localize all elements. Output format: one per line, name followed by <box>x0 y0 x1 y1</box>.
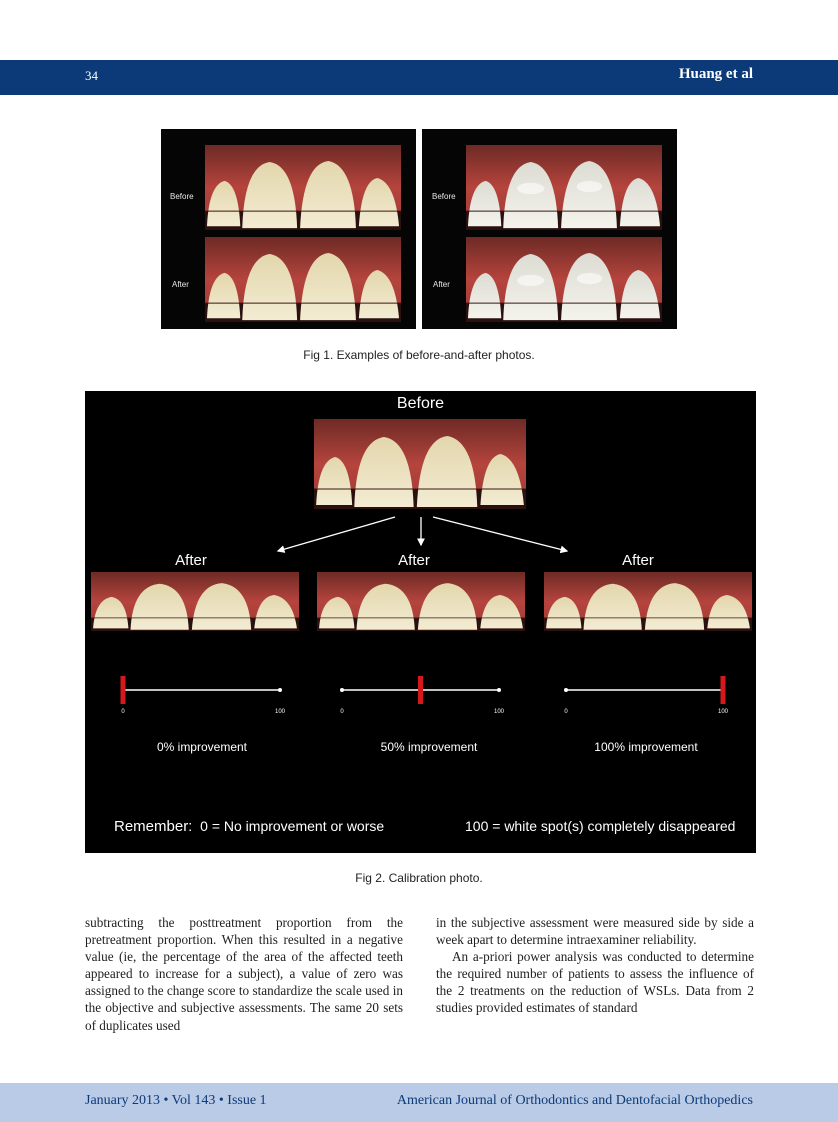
figure-2-caption: Fig 2. Calibration photo. <box>355 871 483 885</box>
scale-min-label: 0 <box>121 709 125 715</box>
page-number: 34 <box>85 68 98 83</box>
improvement-label-0: 0% improvement <box>156 740 248 754</box>
scale-max-label: 100 <box>717 709 729 715</box>
scale-max-label: 100 <box>274 709 286 715</box>
before-title: Before <box>396 395 445 412</box>
remember-left <box>114 818 384 835</box>
scale-min-point <box>564 688 568 692</box>
footer-journal-title: American Journal of Orthodontics and Dentofacial Orthopedics <box>396 1093 753 1108</box>
scale-marker <box>721 676 726 704</box>
figure-1-panel-left <box>161 129 416 329</box>
after-teeth-photo-1 <box>91 572 299 631</box>
after-title-1: After <box>175 552 207 569</box>
before-label: Before <box>432 192 456 201</box>
footer-bar <box>0 1083 838 1122</box>
body-paragraph: An a-priori power analysis was conducted to determine the required number of patients to assess the influence of the 2 treatments on the reduction of WSLs. Data from 2 studies provided estimates of standard <box>436 949 754 1016</box>
after-teeth-photo-3 <box>544 572 752 631</box>
before-teeth-photo <box>466 145 662 230</box>
remember-zero-definition: 0 = No improvement or worse <box>200 818 385 834</box>
before-teeth-photo <box>205 145 401 230</box>
remember-key: Remember: <box>114 818 193 835</box>
before-teeth-photo <box>314 419 526 509</box>
scale-max-point <box>278 688 282 692</box>
scale-max-point <box>497 688 501 692</box>
scale-min-label: 0 <box>340 709 344 715</box>
figure-1-panel-right <box>422 129 677 329</box>
after-teeth-photo <box>205 237 401 322</box>
scale-max-label: 100 <box>493 709 505 715</box>
after-teeth-photo <box>466 237 662 322</box>
scale-min-point <box>340 688 344 692</box>
body-column-right <box>436 914 754 1017</box>
after-teeth-photo-2 <box>317 572 525 631</box>
running-head-author: Huang et al <box>678 66 753 82</box>
remember-hundred-definition: 100 = white spot(s) completely disappeared <box>465 818 736 834</box>
figure-2 <box>85 391 756 853</box>
footer-issue-info: January 2013 • Vol 143 • Issue 1 <box>85 1093 267 1108</box>
scale-marker <box>418 676 423 704</box>
body-column-left <box>85 914 403 1034</box>
after-title-2: After <box>398 552 430 569</box>
running-header-bar <box>0 60 838 95</box>
figure-1 <box>161 129 677 329</box>
body-paragraph: in the subjective assessment were measured side by side a week apart to determine intraexaminer reliability. <box>436 915 754 948</box>
after-label: After <box>172 280 189 289</box>
improvement-label-100: 100% improvement <box>594 740 698 754</box>
right-arrow <box>433 517 567 551</box>
after-title-3: After <box>622 552 654 569</box>
after-label: After <box>433 280 450 289</box>
scale-min-label: 0 <box>564 709 568 715</box>
scale-marker <box>121 676 126 704</box>
body-paragraph: subtracting the posttreatment proportion from the pretreatment proportion. When this resulted in a negative value (ie, the percentage of the area of the affected teeth appeared to increase for a subject), a value of zero was assigned to the change score to standardize the scale used in the objective and subjective assessments. The same 20 sets of duplicates used <box>85 915 403 1033</box>
improvement-scales <box>85 673 756 723</box>
left-arrow <box>278 517 395 551</box>
figure-1-caption: Fig 1. Examples of before-and-after photos. <box>303 348 535 362</box>
before-label: Before <box>170 192 194 201</box>
improvement-label-50: 50% improvement <box>380 740 478 754</box>
